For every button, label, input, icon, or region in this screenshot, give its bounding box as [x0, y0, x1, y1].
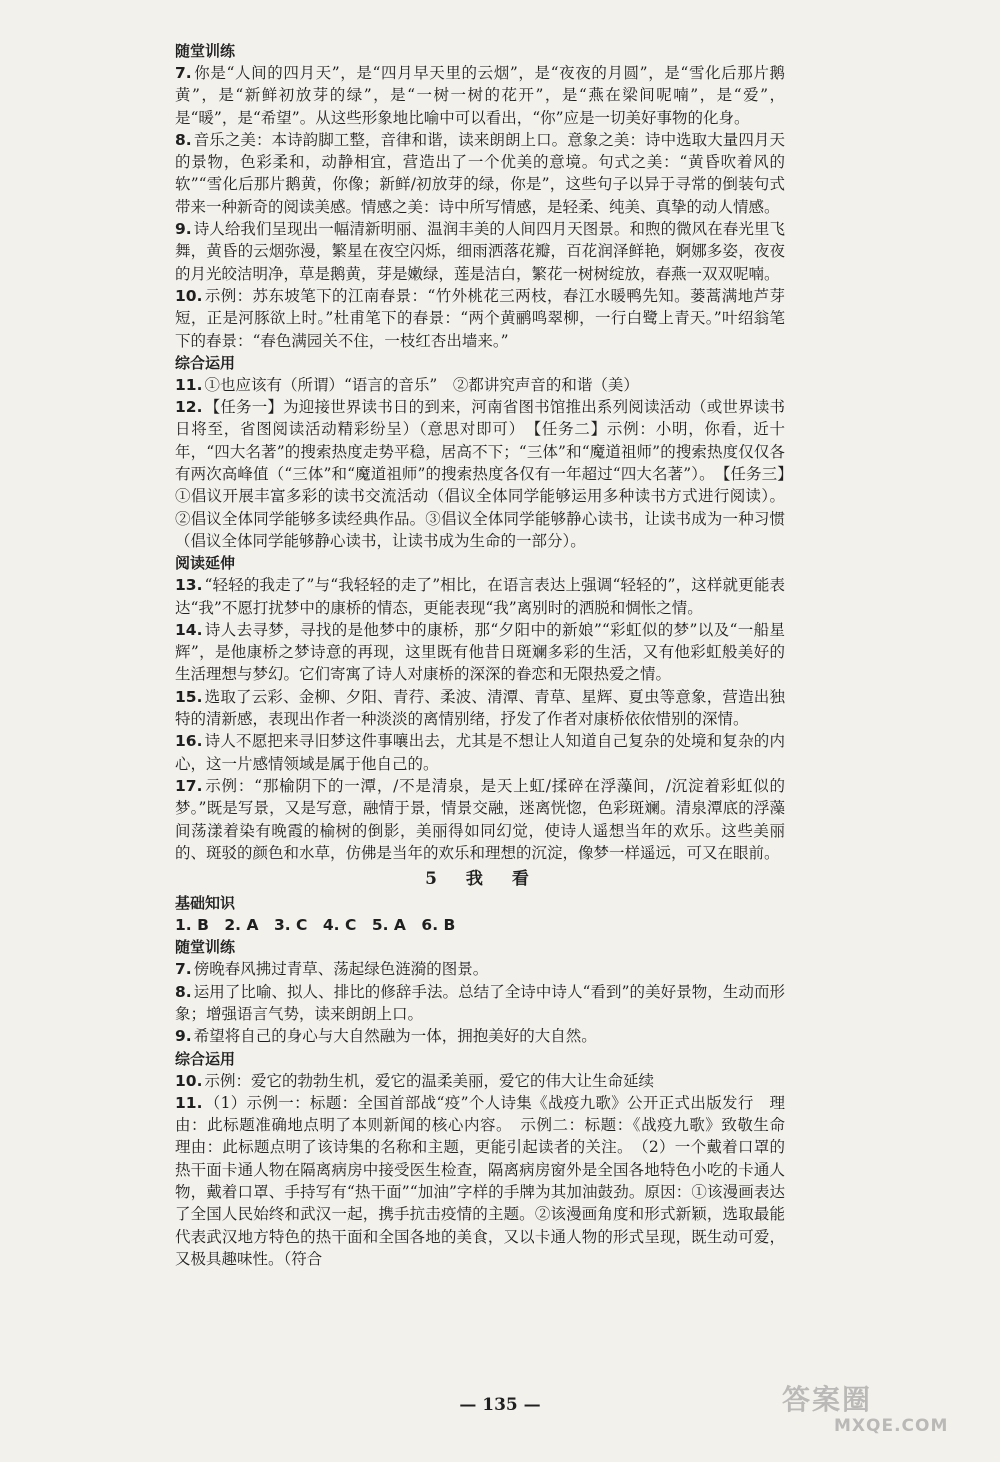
item-text: 运用了比喻、拟人、排比的修辞手法。总结了全诗中诗人“看到”的美好景物，生动而形象；增强语言气势，读来朗朗上口。: [175, 982, 785, 1023]
item-text: 诗人不愿把来寻旧梦这件事嚷出去，尤其是不想让人知道自己复杂的处境和复杂的内心，这一片感情领域是属于他自己的。: [175, 732, 785, 773]
lesson-title: 5 我 看: [425, 869, 535, 890]
section-heading: 随堂训练: [175, 42, 236, 60]
section-heading: 基础知识: [175, 894, 236, 913]
item-text: 你是“人间的四月天”，是“四月早天里的云烟”，是“夜夜的月圆”，是“雪化后那片鹅黄”，是“新鲜初放芽的绿”，是“一树一树的花开”，是“燕在梁间呢喃”，是“爱”，是“暖”，是“希望”。从这些形象地比喻中可以看出，“你”应是一切美好事物的化身。: [175, 64, 785, 127]
answer-item: [175, 285, 785, 352]
item-number: 12.: [175, 398, 203, 417]
page-number: — 135 —: [459, 1395, 541, 1415]
item-number: 10.: [175, 1071, 203, 1090]
answer-item: [175, 1092, 801, 1270]
item-number: 11.: [175, 375, 203, 394]
answer-list: [175, 62, 785, 352]
item-text: 【任务一】为迎接世界读书日的到来，河南省图书馆推出系列阅读活动（或世界读书日将至，省图阅读活动精彩纷呈）（意思对即可） 【任务二】示例：小明，你看，近十年，“四大名著”的搜索热度走势平稳，居高不下；“三体”和“魔道祖师”的搜索热度仅仅各有两次高峰值（“三体”和“魔道祖师”的搜索热度各仅有一年超过“四大名著”）。 【任务三】①倡议开展丰富多彩的读书交流活动（倡议全体同学能够运用多种读书方式进行阅读）。②倡议全体同学能够多读经典作品。③倡议全体同学能够静心读书，让读书成为一种习惯（倡议全体同学能够静心读书，让读书成为生命的一部分）。: [175, 398, 785, 550]
item-number: 11.: [175, 1093, 203, 1112]
item-number: 7.: [175, 64, 192, 82]
item-number: 7.: [175, 960, 192, 979]
item-text: 傍晚春风拂过青草、荡起绿色涟漪的图景。: [193, 960, 489, 979]
answer-item: [175, 686, 785, 731]
answer-list: [175, 374, 785, 552]
answer-page: [175, 40, 801, 1270]
item-number: 8.: [175, 130, 192, 149]
item-text: 示例：苏东坡笔下的江南春景：“竹外桃花三两枝，春江水暖鸭先知。蒌蒿满地芦芽短，正是河豚欲上时。”杜甫笔下的春景：“两个黄鹂鸣翠柳，一行白鹭上青天。”叶绍翁笔下的春景：“春色满园关不住，一枝红杏出墙来。”: [175, 286, 785, 350]
item-number: 16.: [175, 732, 203, 751]
section-heading: 阅读延伸: [175, 554, 236, 573]
item-text: 诗人去寻梦，寻找的是他梦中的康桥，那“夕阳中的新娘”“彩虹似的梦”以及“一船星辉”，是他康桥之梦诗意的再现，这里既有他昔日斑斓多彩的生活，又有他彩虹般美好的生活理想与梦幻。它们寄寓了诗人对康桥的深深的眷恋和无限热爱之情。: [175, 620, 785, 684]
answer-item: [175, 619, 785, 686]
item-number: 9.: [175, 1027, 192, 1046]
answer-item: [175, 981, 785, 1026]
answer-list: [175, 958, 785, 1047]
item-number: 14.: [175, 620, 203, 639]
answer-item: [175, 374, 785, 396]
item-text: 诗人给我们呈现出一幅清新明丽、温润丰美的人间四月天图景。和煦的微风在春光里飞舞，黄昏的云烟弥漫，繁星在夜空闪烁，细雨洒落花瓣，百花润泽鲜艳，婀娜多姿，夜夜的月光皎洁明净，草是鹅黄，芽是嫩绿，莲是洁白，繁花一树树绽放，春燕一双双呢喃。: [175, 220, 785, 283]
section-heading: 综合运用: [175, 353, 236, 372]
item-number: 17.: [175, 776, 203, 795]
section-heading: 综合运用: [175, 1049, 236, 1068]
answer-item: [175, 62, 785, 129]
answer-item: [175, 730, 785, 775]
answer-item: [175, 129, 785, 218]
answer-item: [175, 958, 785, 980]
answer-item: [175, 574, 785, 619]
answer-item: [175, 218, 785, 285]
item-text: 选取了云彩、金柳、夕阳、青荇、柔波、清潭、青草、星辉、夏虫等意象，营造出独特的清新感，表现出作者一种淡淡的离情别绪，抒发了作者对康桥依依惜别的深情。: [175, 687, 785, 729]
watermark-en: MXQE.COM: [834, 1416, 949, 1436]
answer-item: [175, 1070, 785, 1092]
watermark-logo: [774, 1378, 964, 1442]
item-number: 9.: [175, 220, 192, 239]
item-number: 13.: [175, 576, 203, 595]
answer-item: [175, 1025, 785, 1047]
item-text: ①也应该有（所谓）“语言的音乐” ②都讲究声音的和谐（美）: [204, 375, 639, 394]
item-text: （1）示例一：标题：全国首部战“疫”个人诗集《战疫九歌》公开正式出版发行 理由：此标题准确地点明了本则新闻的核心内容。 示例二：标题：《战疫九歌》致敬生命 理由：此标题点明了该诗集的名称和主题，更能引起读者的关注。 （2）一个戴着口罩的热干面卡通人物在隔离病房中接受医生检查，隔离病房窗外是全国各地特色小吃的卡通人物，戴着口罩、手持写有“热干面”“加油”字样的手牌为其加油鼓劲。原因：①该漫画表达了全国人民始终和武汉一起，携手抗击疫情的主题。②该漫画角度和形式新颖，选取最能代表武汉地方特色的热干面和全国各地的美食，又以卡通人物的形式呈现，既生动可爱，又极具趣味性。（符合: [175, 1093, 801, 1268]
watermark-cn: 答案圈: [782, 1383, 873, 1416]
item-text: “轻轻的我走了”与“我轻轻的走了”相比，在语言表达上强调“轻轻的”，这样就更能表达“我”不愿打扰梦中的康桥的情态，更能表现“我”离别时的洒脱和惆怅之情。: [175, 576, 785, 617]
section-heading: 随堂训练: [175, 938, 236, 957]
item-text: 音乐之美：本诗韵脚工整，音律和谐，读来朗朗上口。意象之美：诗中选取大量四月天的景物，色彩柔和，动静相宜，营造出了一个优美的意境。句式之美：“黄昏吹着风的软”“雪化后那片鹅黄，你像；新鲜/初放芽的绿，你是”，这些句子以异于寻常的倒装句式带来一种新奇的阅读美感。情感之美：诗中所写情感，是轻柔、纯美、真挚的动人情感。: [175, 130, 785, 216]
item-text: 示例：爱它的勃勃生机，爱它的温柔美丽，爱它的伟大让生命延续: [204, 1071, 654, 1090]
item-number: 10.: [175, 286, 203, 305]
item-text: 示例：“那榆阴下的一潭，/不是清泉，是天上虹/揉碎在浮藻间，/沉淀着彩虹似的梦。”既是写景，又是写意，融情于景，情景交融，迷离恍惚，色彩斑斓。清泉潭底的浮藻间荡漾着染有晚霞的榆树的倒影，美丽得如同幻觉，使诗人遥想当年的欢乐。这些美丽的、斑驳的颜色和水草，仿佛是当年的欢乐和理想的沉淀，像梦一样遥远，可又在眼前。: [175, 776, 785, 862]
item-number: 8.: [175, 982, 192, 1001]
item-text: 希望将自己的身心与大自然融为一体，拥抱美好的大自然。: [193, 1027, 597, 1046]
choice-answers: 1. B 2. A 3. C 4. C 5. A 6. B: [175, 916, 456, 935]
item-number: 15.: [175, 687, 203, 706]
answer-item: [175, 396, 785, 552]
answer-list: [175, 1070, 801, 1271]
answer-list: [175, 574, 785, 864]
answer-item: [175, 775, 785, 864]
